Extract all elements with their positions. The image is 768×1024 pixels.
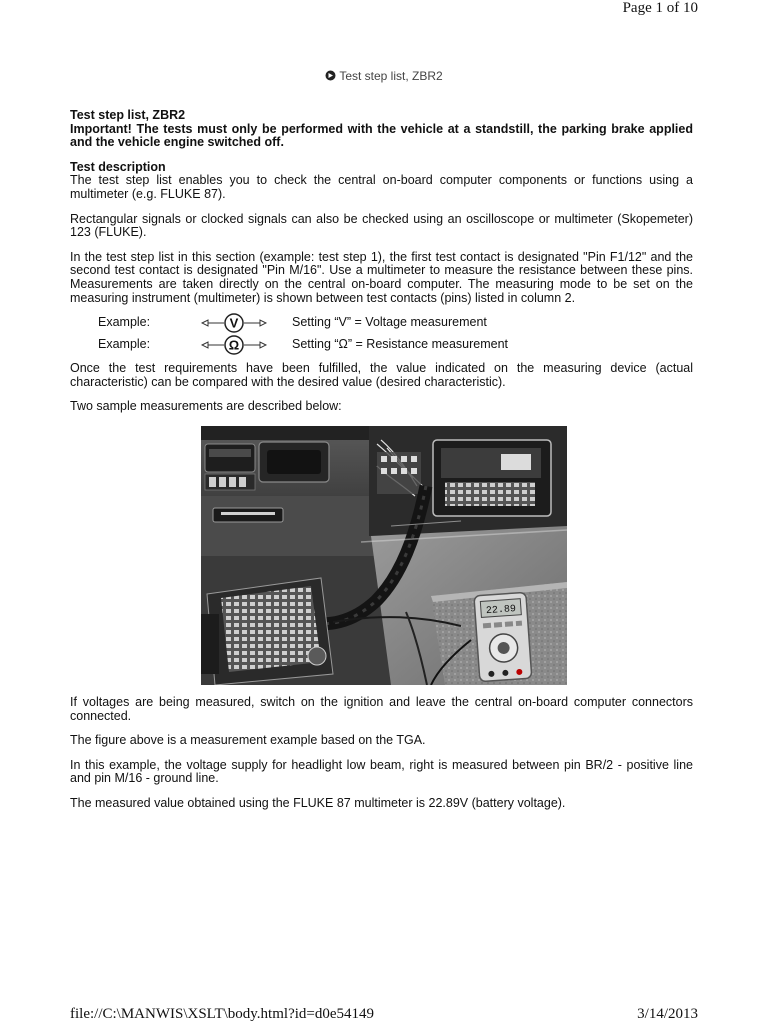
page-footer <box>70 1006 698 1023</box>
svg-text:V: V <box>229 315 239 331</box>
page-number: Page 1 of 10 <box>622 0 698 16</box>
breadcrumb-label[interactable]: Test step list, ZBR2 <box>339 69 443 83</box>
arrow-icon <box>325 70 336 84</box>
file-path: file://C:\MANWIS\XSLT\body.html?id=d0e54149 <box>70 1006 375 1022</box>
paragraph-samples-intro: Two sample measurements are described below: <box>70 399 342 414</box>
paragraph-oscilloscope: Rectangular signals or clocked signals can also be checked using an oscilloscope or multimeter (Skopemeter) 123 (FLUKE). <box>70 211 693 240</box>
example-label: Example: <box>98 337 151 352</box>
example-row-resistance <box>70 338 693 360</box>
paragraph-pins: In the test step list in this section (example: test step 1), the first test contact is designated "Pin F1/12" and the second test contact is designated "Pin M/16". Use a multimeter to measure the resistance between these pins. Measurements are taken directly on the central on-board computer. The measuring mode to be set on the measuring instrument (multimeter) is shown between test contacts (pins) listed in column 2. <box>70 249 693 305</box>
doc-title: Test step list, ZBR2 <box>70 108 186 122</box>
example-row-voltage <box>70 316 693 338</box>
example-label: Example: <box>98 315 151 330</box>
paragraph-headlight-example: In this example, the voltage supply for headlight low beam, right is measured between pin BR/2 - positive line and pin M/16 - ground line. <box>70 757 693 786</box>
svg-text:22.89: 22.89 <box>485 603 517 618</box>
section-heading: Test description <box>70 159 166 174</box>
print-date: 3/14/2013 <box>637 1006 698 1022</box>
paragraph-measured-value: The measured value obtained using the FLUKE 87 multimeter is 22.89V (battery voltage). <box>70 795 566 810</box>
resistance-symbol-icon <box>201 334 267 360</box>
document-body <box>70 109 693 810</box>
measurement-photo <box>201 426 567 685</box>
example-text: Setting “V” = Voltage measurement <box>292 315 487 330</box>
paragraph-requirements: Once the test requirements have been fulfilled, the value indicated on the measuring device (actual characteristic) can be compared with the desired value (desired characteristic). <box>70 361 693 389</box>
paragraph-figure-note: The figure above is a measurement example based on the TGA. <box>70 733 426 748</box>
svg-text:Ω: Ω <box>228 337 240 353</box>
example-text: Setting “Ω” = Resistance measurement <box>292 337 509 352</box>
breadcrumb[interactable] <box>0 69 768 84</box>
paragraph-ignition: If voltages are being measured, switch on the ignition and leave the central on-board computer connectors connected. <box>70 694 693 723</box>
paragraph-intro: The test step list enables you to check the central on-board computer components or functions using a multimeter (e.g. FLUKE 87). <box>70 173 693 201</box>
safety-warning: Important! The tests must only be performed with the vehicle at a standstill, the parking brake applied and the vehicle engine switched off. <box>70 121 693 150</box>
